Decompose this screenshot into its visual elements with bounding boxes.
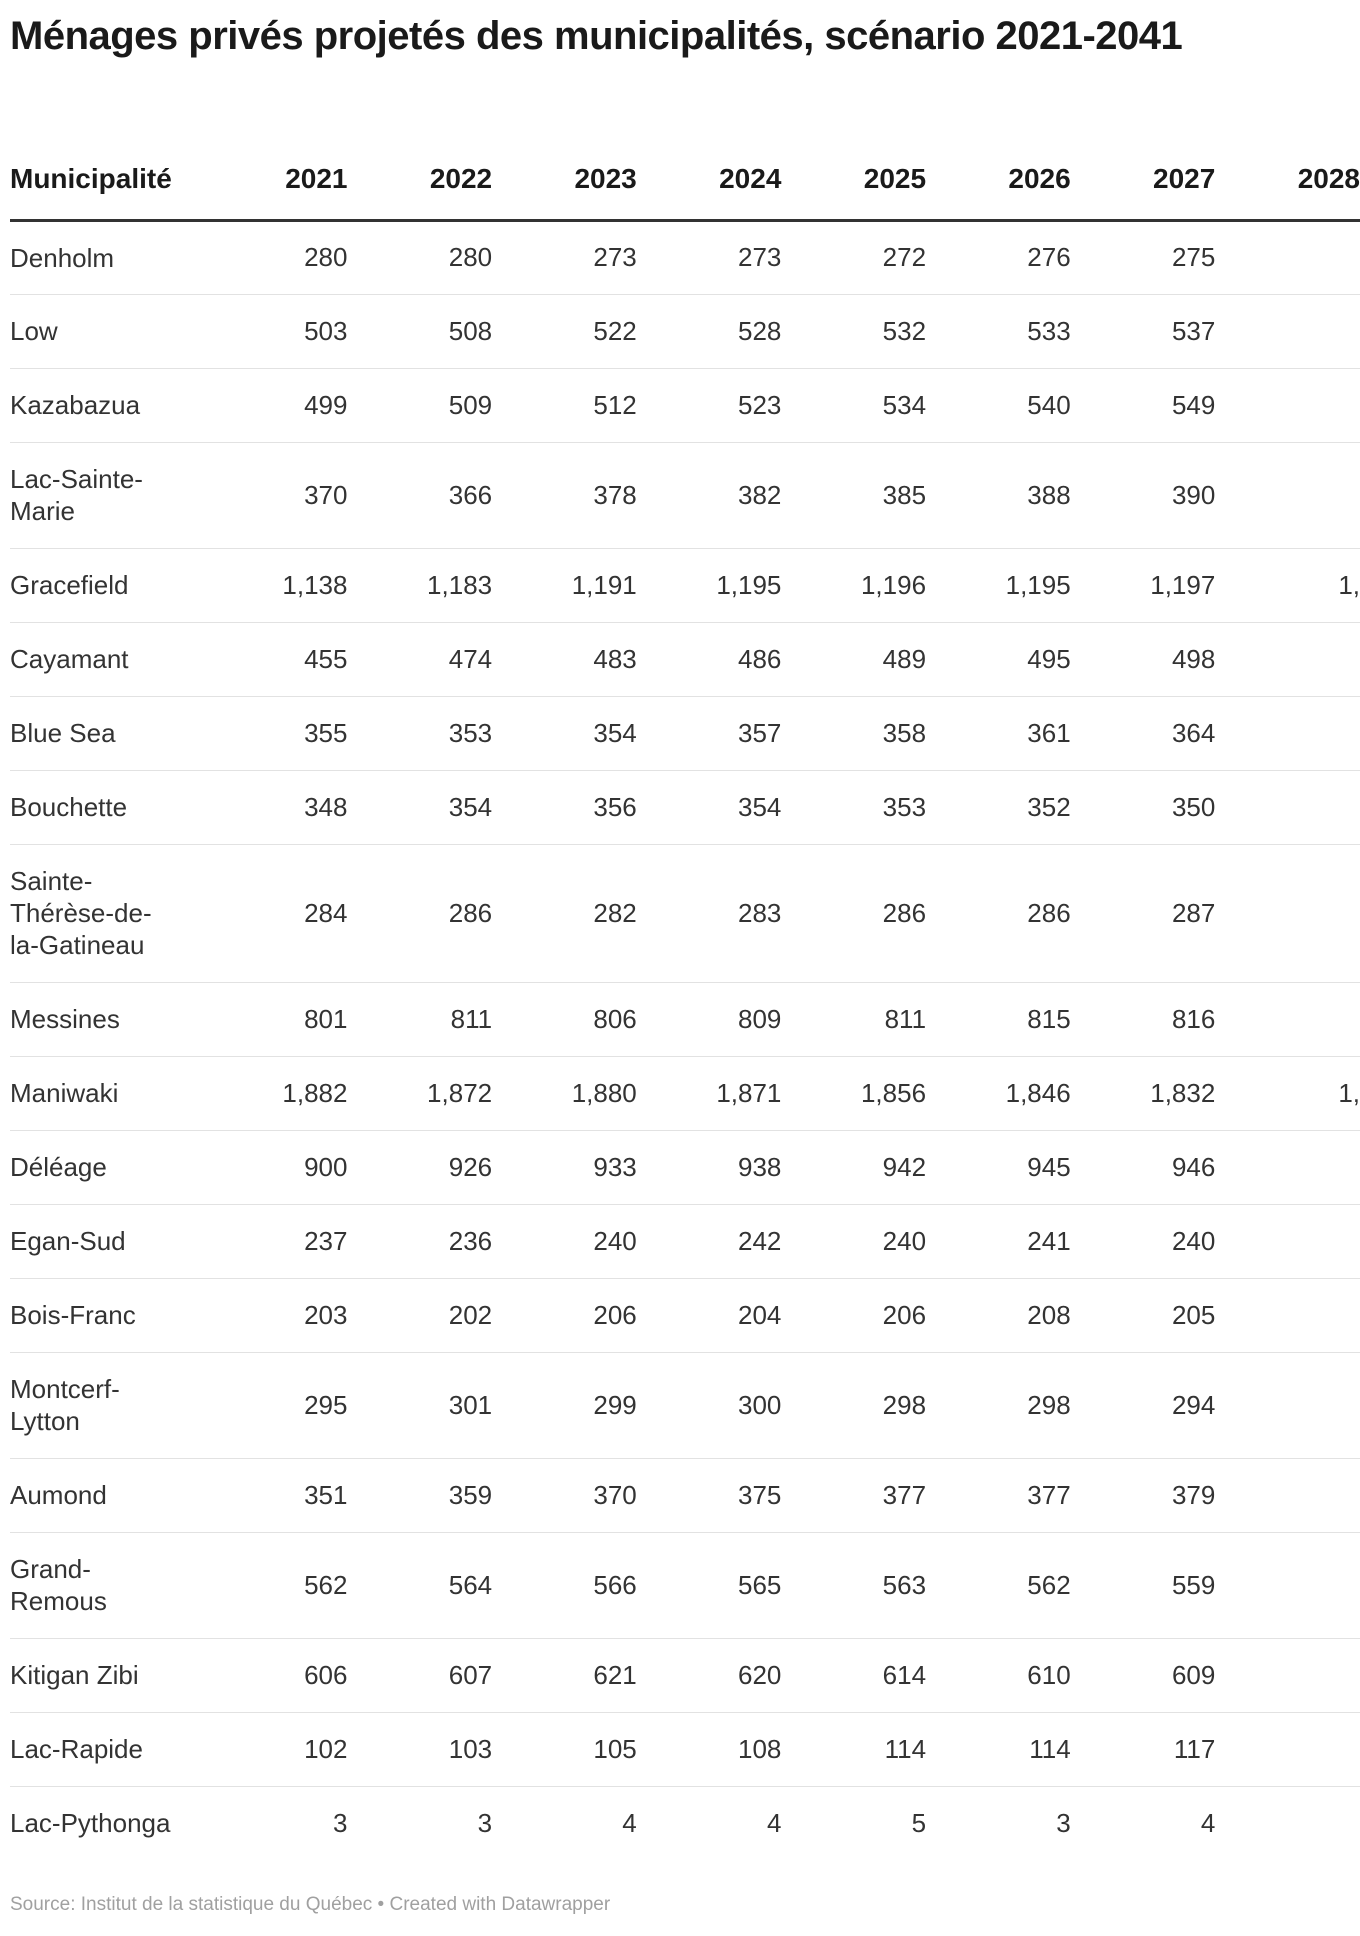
table-cell-2026: 276 <box>926 220 1071 294</box>
table-cell-2022: 286 <box>347 844 492 982</box>
table-cell-2026: 361 <box>926 696 1071 770</box>
table-cell-2022: 926 <box>347 1130 492 1204</box>
table-cell-2028 <box>1215 770 1360 844</box>
table-cell-2021: 102 <box>203 1712 348 1786</box>
column-header-municipalite: Municipalité <box>10 140 203 220</box>
table-cell-2026: 241 <box>926 1204 1071 1278</box>
table-cell-2026: 533 <box>926 294 1071 368</box>
table-cell-2021: 801 <box>203 982 348 1056</box>
table-cell-2025: 298 <box>781 1352 926 1458</box>
table-row <box>10 220 1360 294</box>
table-cell-2026: 610 <box>926 1638 1071 1712</box>
table-cell-2028 <box>1215 368 1360 442</box>
table-cell-2027: 390 <box>1071 442 1216 548</box>
table-cell-2023: 273 <box>492 220 637 294</box>
table-cell-2026: 1,195 <box>926 548 1071 622</box>
table-cell-2027: 816 <box>1071 982 1216 1056</box>
row-label-municipality: Montcerf- Lytton <box>10 1352 203 1458</box>
table-cell-2024: 620 <box>637 1638 782 1712</box>
row-label-municipality: Déléage <box>10 1130 203 1204</box>
table-cell-2028 <box>1215 982 1360 1056</box>
table-cell-2028 <box>1215 220 1360 294</box>
table-cell-2022: 811 <box>347 982 492 1056</box>
table-cell-2025: 489 <box>781 622 926 696</box>
column-header-2028: 2028 <box>1215 140 1360 220</box>
table-cell-2025: 358 <box>781 696 926 770</box>
row-label-municipality: Sainte- Thérèse-de- la-Gatineau <box>10 844 203 982</box>
row-label-municipality: Lac-Rapide <box>10 1712 203 1786</box>
table-cell-2022: 202 <box>347 1278 492 1352</box>
table-cell-2026: 815 <box>926 982 1071 1056</box>
table-cell-2021: 203 <box>203 1278 348 1352</box>
table-cell-2021: 503 <box>203 294 348 368</box>
table-cell-2022: 353 <box>347 696 492 770</box>
table-cell-2025: 614 <box>781 1638 926 1712</box>
table-cell-2025: 1,196 <box>781 548 926 622</box>
table-cell-2022: 354 <box>347 770 492 844</box>
table-cell-2021: 370 <box>203 442 348 548</box>
row-label-municipality: Low <box>10 294 203 368</box>
table-cell-2024: 354 <box>637 770 782 844</box>
row-label-municipality: Kitigan Zibi <box>10 1638 203 1712</box>
column-header-2023: 2023 <box>492 140 637 220</box>
table-header-row <box>10 140 1360 220</box>
table-cell-2022: 508 <box>347 294 492 368</box>
table-cell-2021: 295 <box>203 1352 348 1458</box>
table-cell-2023: 566 <box>492 1532 637 1638</box>
table-cell-2028 <box>1215 696 1360 770</box>
table-cell-2028 <box>1215 1712 1360 1786</box>
table-cell-2027: 609 <box>1071 1638 1216 1712</box>
table-row <box>10 770 1360 844</box>
table-row <box>10 982 1360 1056</box>
table-cell-2028: 1, <box>1215 1056 1360 1130</box>
table-cell-2021: 284 <box>203 844 348 982</box>
table-cell-2027: 559 <box>1071 1532 1216 1638</box>
table-cell-2025: 5 <box>911 1807 927 1838</box>
table-cell-2023: 621 <box>492 1638 637 1712</box>
row-label-municipality: Lac-Sainte- Marie <box>10 442 203 548</box>
table-cell-2023: 240 <box>492 1204 637 1278</box>
table-cell-2022: 103 <box>347 1712 492 1786</box>
table-cell-2022: 3 <box>477 1807 493 1838</box>
row-label-municipality: Maniwaki <box>10 1056 203 1130</box>
table-cell-2025: 1,856 <box>781 1056 926 1130</box>
table-cell-2028 <box>1215 1204 1360 1278</box>
row-label-municipality: Aumond <box>10 1458 203 1532</box>
table-cell-2024: 809 <box>637 982 782 1056</box>
table-cell-2023: 299 <box>492 1352 637 1458</box>
table-cell-2024: 283 <box>637 844 782 982</box>
table-cell-2021: 1,138 <box>203 548 348 622</box>
table-cell-2026: 3 <box>1056 1807 1071 1838</box>
table-cell-2023: 806 <box>492 982 637 1056</box>
table-cell-2022: 607 <box>347 1638 492 1712</box>
table-cell-2021: 348 <box>203 770 348 844</box>
table-cell-2022: 366 <box>347 442 492 548</box>
column-header-2024: 2024 <box>637 140 782 220</box>
table-cell-2025: 563 <box>781 1532 926 1638</box>
row-label-municipality: Blue Sea <box>10 696 203 770</box>
table-cell-2027: 4 <box>1200 1807 1216 1838</box>
table-cell-2026: 540 <box>926 368 1071 442</box>
table-cell-2025: 240 <box>781 1204 926 1278</box>
table-row <box>10 622 1360 696</box>
table-cell-2024: 523 <box>637 368 782 442</box>
table-cell-2028 <box>1215 844 1360 982</box>
source-footer: Source: Institut de la statistique du Québec • Created with Datawrapper <box>10 1894 611 1915</box>
table-cell-2023: 282 <box>492 844 637 982</box>
table-row <box>10 1278 1360 1352</box>
table-cell-2026: 208 <box>926 1278 1071 1352</box>
table-cell-2027: 498 <box>1071 622 1216 696</box>
row-label-municipality: Grand- Remous <box>10 1532 203 1638</box>
table-cell-2023: 4 <box>622 1807 637 1838</box>
table-cell-2024: 528 <box>637 294 782 368</box>
table-cell-2023: 370 <box>492 1458 637 1532</box>
table-cell-2022: 1,183 <box>347 548 492 622</box>
table-cell-2024: 486 <box>637 622 782 696</box>
table-row <box>10 548 1360 622</box>
row-label-municipality: Kazabazua <box>10 368 203 442</box>
table-cell-2022: 1,872 <box>347 1056 492 1130</box>
table-cell-2027: 379 <box>1071 1458 1216 1532</box>
table-cell-2027: 537 <box>1071 294 1216 368</box>
table-cell-2024: 4 <box>766 1807 782 1838</box>
table-cell-2021: 3 <box>333 1807 348 1838</box>
table-cell-2025: 385 <box>781 442 926 548</box>
table-cell-2028 <box>1215 1278 1360 1352</box>
table-cell-2026: 377 <box>926 1458 1071 1532</box>
data-table <box>10 140 1360 1860</box>
table-cell-2023: 933 <box>492 1130 637 1204</box>
table-cell-2027: 240 <box>1071 1204 1216 1278</box>
table-cell-2028 <box>1215 1352 1360 1458</box>
table-cell-2026: 388 <box>926 442 1071 548</box>
table-cell-2024: 565 <box>637 1532 782 1638</box>
table-cell-2024: 382 <box>637 442 782 548</box>
table-cell-2025: 377 <box>781 1458 926 1532</box>
table-cell-2027: 275 <box>1071 220 1216 294</box>
table-row <box>10 1786 1360 1860</box>
table-cell-2027: 350 <box>1071 770 1216 844</box>
table-cell-2024: 242 <box>637 1204 782 1278</box>
table-cell-2025: 286 <box>781 844 926 982</box>
table-row <box>10 1352 1360 1458</box>
table-cell-2027: 549 <box>1071 368 1216 442</box>
column-header-2026: 2026 <box>926 140 1071 220</box>
chart-title: Ménages privés projetés des municipalités, scénario 2021-2041 <box>10 14 1183 58</box>
table-cell-2022: 301 <box>347 1352 492 1458</box>
table-cell-2028 <box>1215 442 1360 548</box>
table-cell-2024: 204 <box>637 1278 782 1352</box>
table-cell-2027: 364 <box>1071 696 1216 770</box>
table-row <box>10 442 1360 548</box>
table-cell-2023: 1,880 <box>492 1056 637 1130</box>
table-cell-2024: 1,195 <box>637 548 782 622</box>
table-cell-2026: 286 <box>926 844 1071 982</box>
table-row <box>10 1204 1360 1278</box>
row-label-municipality: Messines <box>10 982 203 1056</box>
table-cell-2024: 300 <box>637 1352 782 1458</box>
table-cell-2026: 495 <box>926 622 1071 696</box>
table-cell-2028 <box>1215 1786 1360 1860</box>
column-header-2025: 2025 <box>781 140 926 220</box>
table-row <box>10 368 1360 442</box>
table-row <box>10 1712 1360 1786</box>
table-cell-2023: 1,191 <box>492 548 637 622</box>
table-row <box>10 294 1360 368</box>
table-cell-2023: 354 <box>492 696 637 770</box>
table-cell-2022: 236 <box>347 1204 492 1278</box>
table-cell-2022: 564 <box>347 1532 492 1638</box>
table-cell-2026: 1,846 <box>926 1056 1071 1130</box>
table-cell-2027: 294 <box>1071 1352 1216 1458</box>
table-cell-2023: 512 <box>492 368 637 442</box>
table-cell-2026: 352 <box>926 770 1071 844</box>
table-row <box>10 1638 1360 1712</box>
table-cell-2023: 522 <box>492 294 637 368</box>
table-cell-2024: 357 <box>637 696 782 770</box>
table-cell-2025: 114 <box>781 1712 926 1786</box>
table-cell-2026: 945 <box>926 1130 1071 1204</box>
table-cell-2025: 532 <box>781 294 926 368</box>
table-cell-2022: 474 <box>347 622 492 696</box>
table-row <box>10 844 1360 982</box>
table-row <box>10 1130 1360 1204</box>
table-cell-2023: 206 <box>492 1278 637 1352</box>
table-cell-2022: 509 <box>347 368 492 442</box>
table-cell-2025: 942 <box>781 1130 926 1204</box>
table-cell-2021: 355 <box>203 696 348 770</box>
table-cell-2028 <box>1215 1638 1360 1712</box>
row-label-municipality: Denholm <box>10 220 203 294</box>
row-label-municipality: Gracefield <box>10 548 203 622</box>
table-cell-2028 <box>1215 1458 1360 1532</box>
column-header-2021: 2021 <box>203 140 348 220</box>
table-cell-2027: 1,832 <box>1071 1056 1216 1130</box>
table-cell-2028 <box>1215 1532 1360 1638</box>
table-cell-2027: 946 <box>1071 1130 1216 1204</box>
table-row <box>10 696 1360 770</box>
table-cell-2022: 280 <box>347 220 492 294</box>
table-cell-2023: 378 <box>492 442 637 548</box>
table-cell-2027: 287 <box>1071 844 1216 982</box>
table-cell-2027: 117 <box>1071 1712 1216 1786</box>
column-header-2027: 2027 <box>1071 140 1216 220</box>
table-cell-2028 <box>1215 622 1360 696</box>
table-row <box>10 1532 1360 1638</box>
table-cell-2028: 1, <box>1215 548 1360 622</box>
table-row <box>10 1458 1360 1532</box>
row-label-municipality: Bouchette <box>10 770 203 844</box>
table-cell-2024: 1,871 <box>637 1056 782 1130</box>
column-header-2022: 2022 <box>347 140 492 220</box>
table-cell-2021: 280 <box>203 220 348 294</box>
table-scroll-container[interactable] <box>10 140 1360 1875</box>
table-cell-2022: 359 <box>347 1458 492 1532</box>
table-cell-2025: 353 <box>781 770 926 844</box>
table-cell-2021: 499 <box>203 368 348 442</box>
table-cell-2025: 534 <box>781 368 926 442</box>
table-cell-2021: 351 <box>203 1458 348 1532</box>
table-row <box>10 1056 1360 1130</box>
table-cell-2021: 1,882 <box>203 1056 348 1130</box>
table-cell-2024: 273 <box>637 220 782 294</box>
table-cell-2025: 206 <box>781 1278 926 1352</box>
table-cell-2026: 298 <box>926 1352 1071 1458</box>
table-cell-2024: 938 <box>637 1130 782 1204</box>
table-cell-2024: 108 <box>637 1712 782 1786</box>
table-cell-2023: 483 <box>492 622 637 696</box>
table-body <box>10 220 1360 1860</box>
table-cell-2027: 205 <box>1071 1278 1216 1352</box>
table-cell-2026: 562 <box>926 1532 1071 1638</box>
table-cell-2026: 114 <box>926 1712 1071 1786</box>
row-label-municipality: Lac-Pythonga <box>10 1808 171 1839</box>
table-cell-2023: 356 <box>492 770 637 844</box>
table-cell-2021: 900 <box>203 1130 348 1204</box>
table-cell-2021: 455 <box>203 622 348 696</box>
table-cell-2024: 375 <box>637 1458 782 1532</box>
table-cell-2021: 562 <box>203 1532 348 1638</box>
table-cell-2021: 237 <box>203 1204 348 1278</box>
row-label-municipality: Cayamant <box>10 622 203 696</box>
table-cell-2021: 606 <box>203 1638 348 1712</box>
table-cell-2023: 105 <box>492 1712 637 1786</box>
row-label-municipality: Bois-Franc <box>10 1278 203 1352</box>
table-cell-2025: 811 <box>781 982 926 1056</box>
table-cell-2027: 1,197 <box>1071 548 1216 622</box>
table-cell-2025: 272 <box>781 220 926 294</box>
row-label-municipality: Egan-Sud <box>10 1204 203 1278</box>
table-cell-2028 <box>1215 1130 1360 1204</box>
table-cell-2028 <box>1215 294 1360 368</box>
